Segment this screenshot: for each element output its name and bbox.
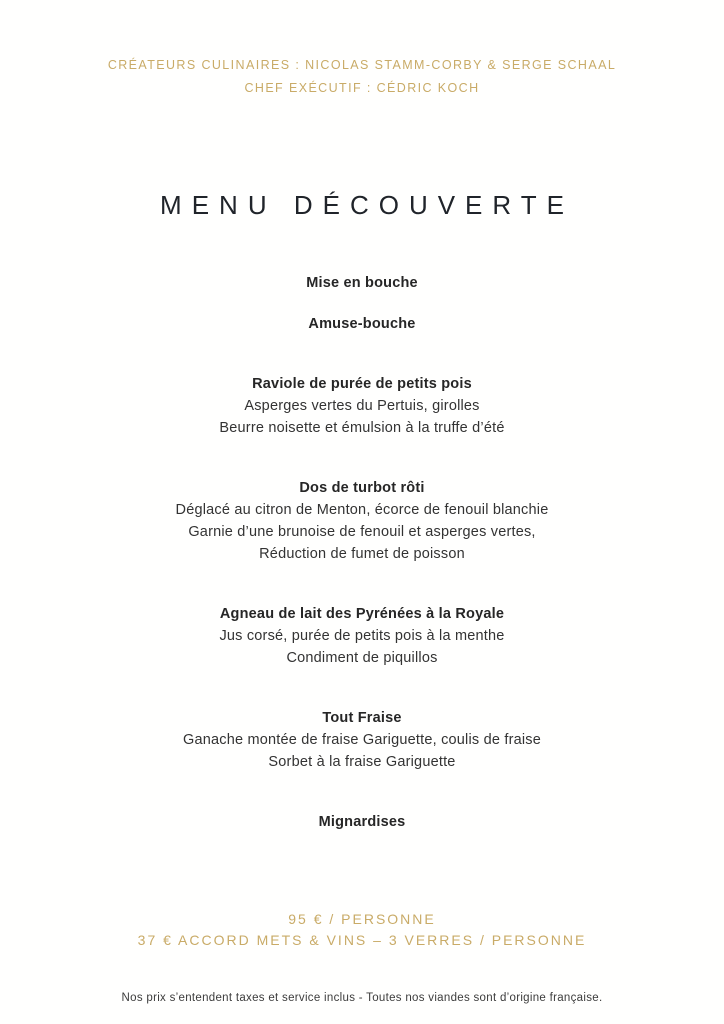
course-description-line: Beurre noisette et émulsion à la truffe d’été: [219, 420, 505, 436]
course-amuse-bouche: [0, 313, 724, 335]
course-raviole: [0, 373, 724, 439]
course-name: Tout Fraise: [322, 710, 402, 726]
course-description-line: Condiment de piquillos: [286, 650, 438, 666]
course-description-line: Déglacé au citron de Menton, écorce de fenouil blanchie: [175, 502, 549, 518]
course-tout-fraise: [0, 707, 724, 773]
course-name: Mise en bouche: [306, 275, 418, 291]
footer-note: Nos prix s’entendent taxes et service inclus - Toutes nos viandes sont d’origine française.: [121, 992, 603, 1004]
course-description-line: Garnie d’une brunoise de fenouil et asperges vertes,: [188, 524, 536, 540]
course-mignardises: [0, 811, 724, 833]
course-name: Raviole de purée de petits pois: [252, 376, 472, 392]
chefs-header: [0, 0, 724, 100]
courses-list: [0, 272, 724, 833]
menu-price: 95 € / PERSONNE: [288, 911, 436, 927]
course-description-line: Ganache montée de fraise Gariguette, coulis de fraise: [183, 732, 541, 748]
course-description-line: Asperges vertes du Pertuis, girolles: [244, 398, 480, 414]
course-name: Dos de turbot rôti: [299, 480, 425, 496]
course-description-line: Réduction de fumet de poisson: [259, 546, 465, 562]
executive-chef-line: CHEF EXÉCUTIF : CÉDRIC KOCH: [244, 81, 480, 95]
course-name: Agneau de lait des Pyrénées à la Royale: [219, 606, 505, 622]
course-agneau: [0, 603, 724, 669]
course-turbot: [0, 477, 724, 565]
wine-pairing-price: 37 € ACCORD METS & VINS – 3 VERRES / PERSONNE: [137, 932, 587, 948]
menu-title: MENU DÉCOUVERTE: [160, 190, 574, 220]
course-description-line: Jus corsé, purée de petits pois à la menthe: [219, 628, 505, 644]
course-name: Amuse-bouche: [308, 316, 416, 332]
course-name: Mignardises: [318, 814, 406, 830]
course-description-line: Sorbet à la fraise Gariguette: [268, 754, 456, 770]
pricing-block: [0, 909, 724, 951]
creators-line: CRÉATEURS CULINAIRES : NICOLAS STAMM-CORBY & SERGE SCHAAL: [107, 58, 617, 72]
course-mise-en-bouche: [0, 272, 724, 294]
